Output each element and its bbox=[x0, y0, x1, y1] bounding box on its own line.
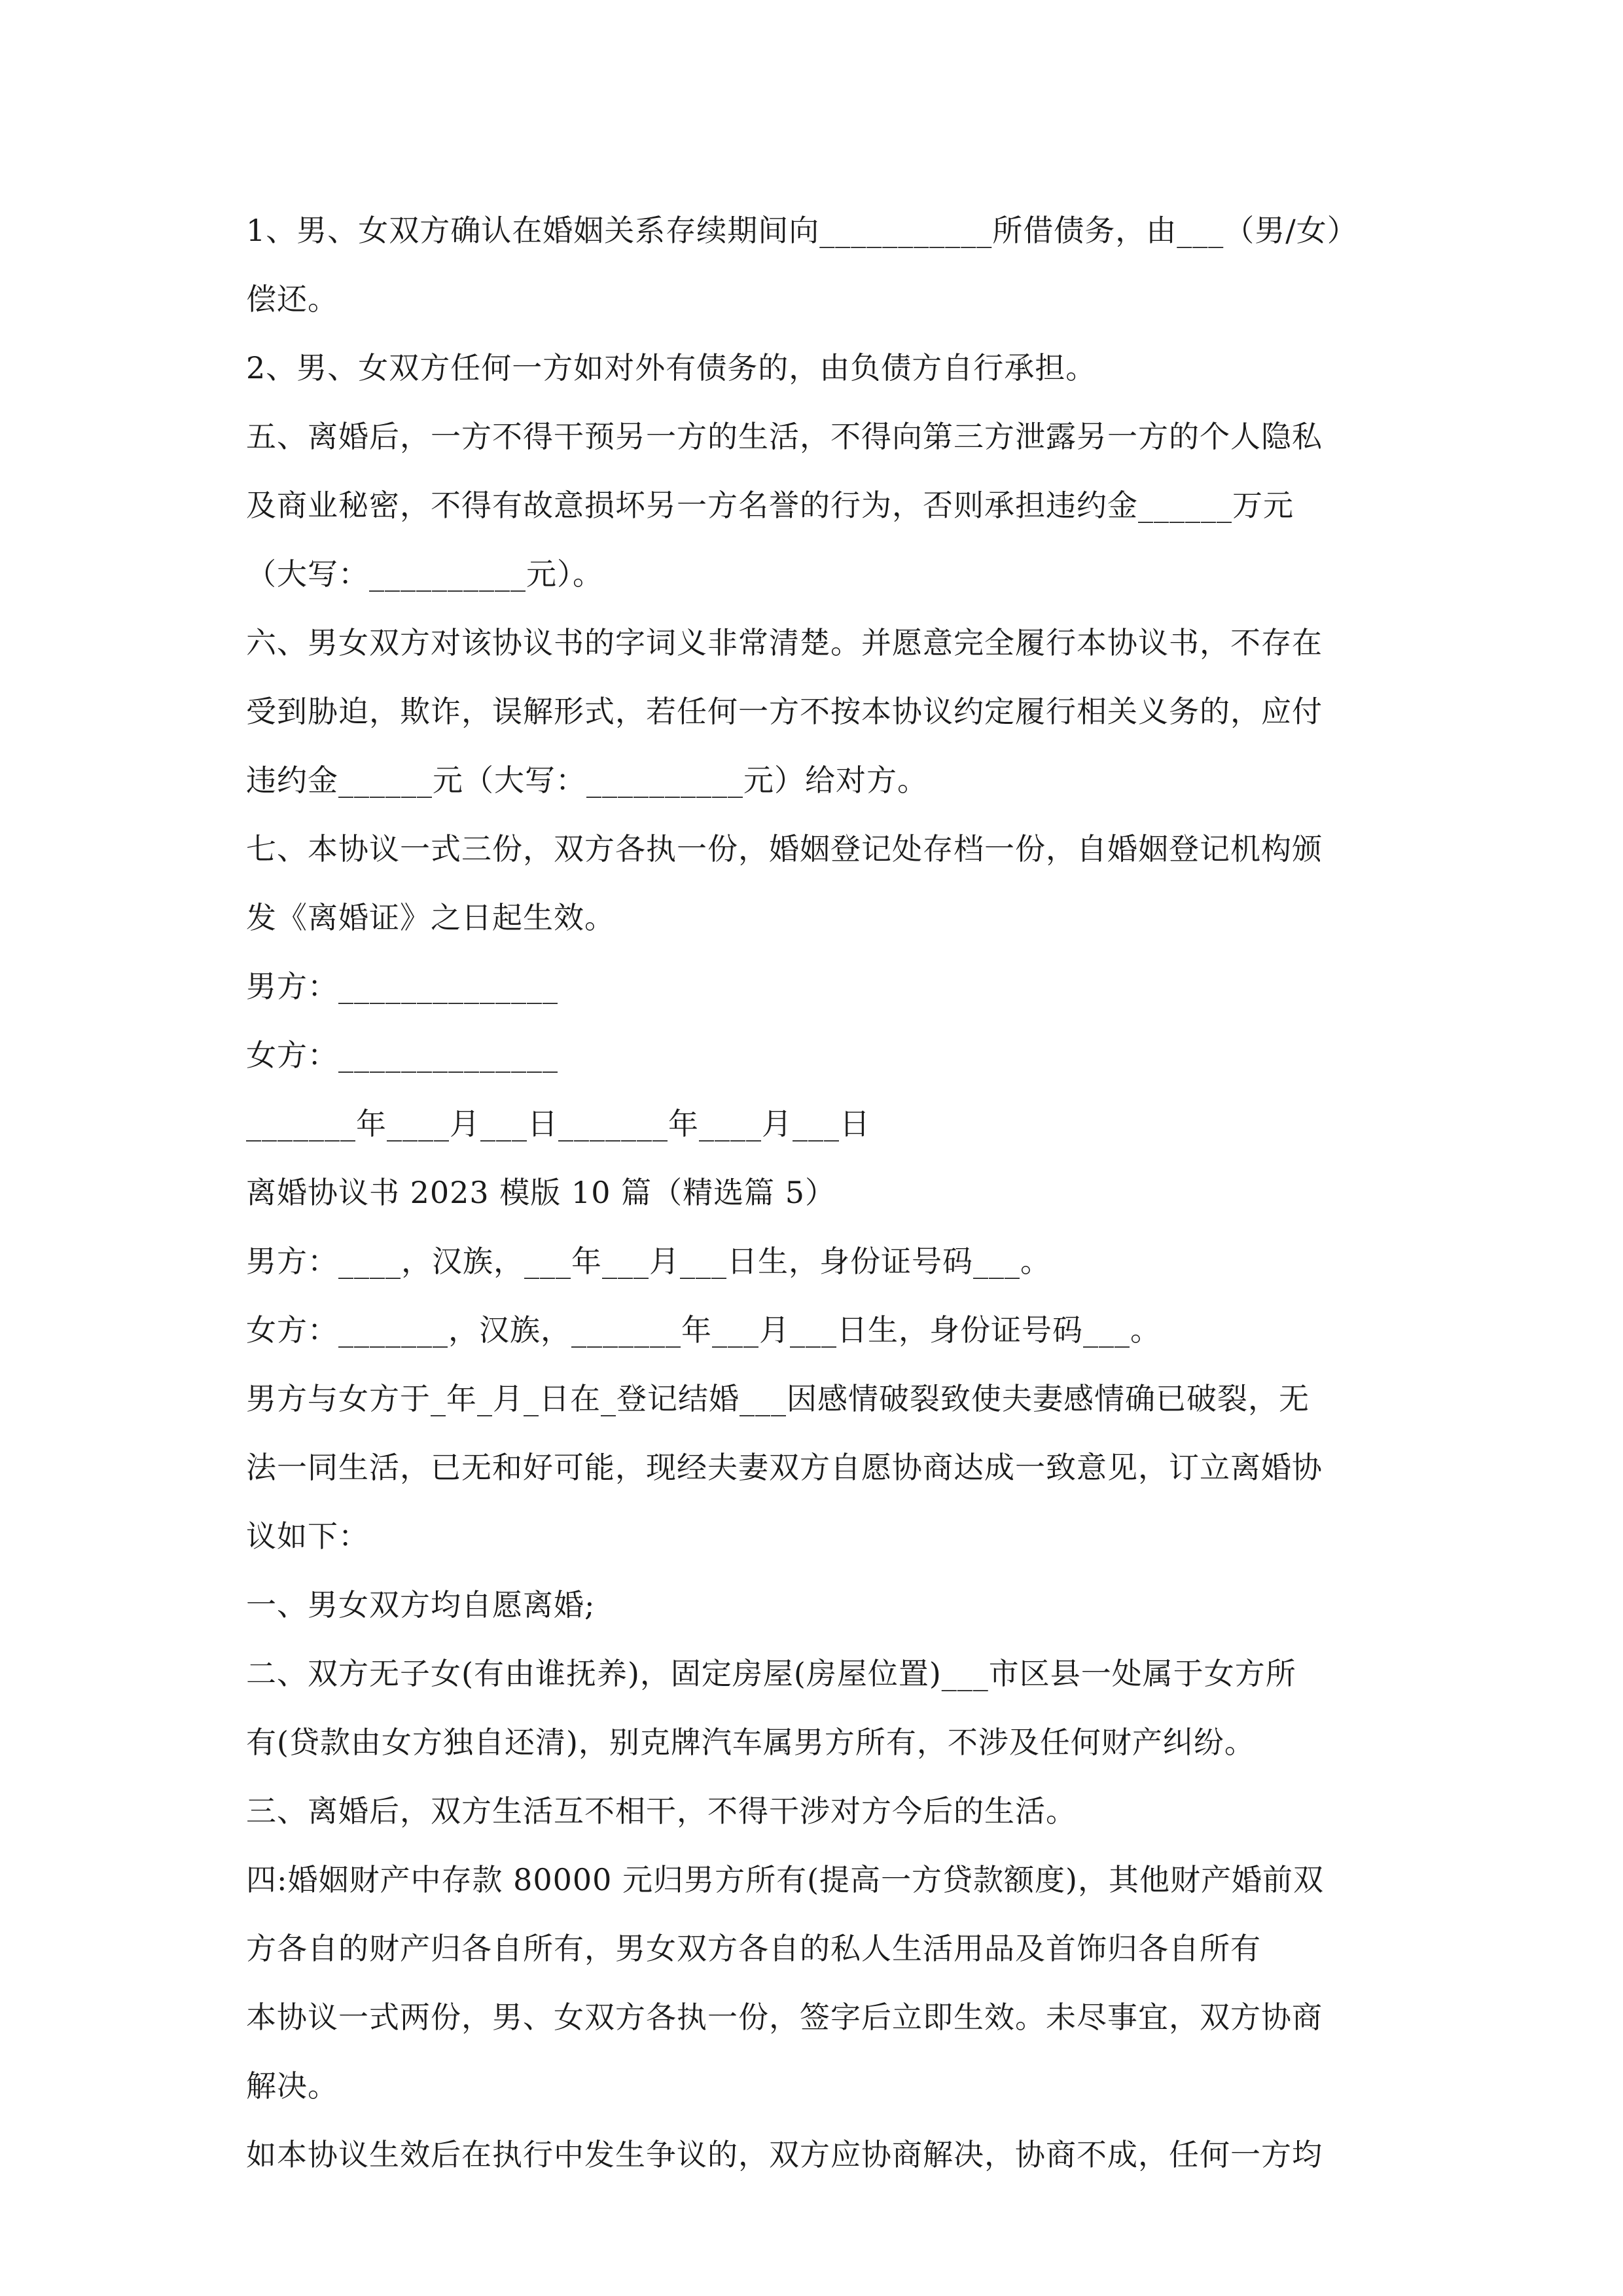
text-line: 男方与女方于_年_月_日在_登记结婚___因感情破裂致使夫妻感情确已破裂，无 bbox=[246, 1381, 1310, 1416]
text-line: 及商业秘密，不得有故意损坏另一方名誉的行为，否则承担违约金______万元 bbox=[246, 488, 1294, 523]
text-line: 解决。 bbox=[246, 2068, 338, 2104]
text-line: 男方：____，汉族，___年___月___日生，身份证号码___。 bbox=[246, 1244, 1051, 1279]
text-line: 受到胁迫，欺诈，误解形式，若任何一方不按本协议约定履行相关义务的，应付 bbox=[246, 694, 1323, 729]
section-title: 离婚协议书 2023 模版 10 篇（精选篇 5） bbox=[246, 1175, 836, 1210]
text-line: 有(贷款由女方独自还清)，别克牌汽车属男方所有，不涉及任何财产纠纷。 bbox=[246, 1725, 1255, 1760]
text-line: 五、离婚后，一方不得干预另一方的生活，不得向第三方泄露另一方的个人隐私 bbox=[246, 419, 1323, 454]
text-line: 六、男女双方对该协议书的字词义非常清楚。并愿意完全履行本协议书，不存在 bbox=[246, 625, 1323, 660]
document-body bbox=[246, 196, 1411, 2189]
text-line: 如本协议生效后在执行中发生争议的，双方应协商解决，协商不成，任何一方均 bbox=[246, 2137, 1323, 2172]
text-line: 方各自的财产归各自所有，男女双方各自的私人生活用品及首饰归各自所有 bbox=[246, 1931, 1261, 1966]
text-line: 2、男、女双方任何一方如对外有债务的，由负债方自行承担。 bbox=[246, 350, 1097, 386]
signature-line-male: 男方：______________ bbox=[246, 969, 558, 1004]
text-line: 四:婚姻财产中存款 80000 元归男方所有(提高一方贷款额度)，其他财产婚前双 bbox=[246, 1862, 1324, 1897]
text-line: 偿还。 bbox=[246, 281, 338, 317]
text-line: 违约金______元（大写：__________元）给对方。 bbox=[246, 762, 928, 798]
text-line: （大写：__________元）。 bbox=[246, 556, 603, 592]
signature-line-female: 女方：______________ bbox=[246, 1037, 558, 1073]
text-line: 议如下： bbox=[246, 1518, 369, 1554]
text-line: 二、双方无子女(有由谁抚养)，固定房屋(房屋位置)___市区县一处属于女方所 bbox=[246, 1656, 1296, 1691]
text-line: 三、离婚后，双方生活互不相干，不得干涉对方今后的生活。 bbox=[246, 1793, 1077, 1829]
text-line: 1、男、女双方确认在婚姻关系存续期间向___________所借债务，由___（男/女） bbox=[246, 213, 1358, 248]
text-line: 发《离婚证》之日起生效。 bbox=[246, 900, 615, 935]
text-line: 法一同生活，已无和好可能，现经夫妻双方自愿协商达成一致意见，订立离婚协 bbox=[246, 1450, 1323, 1485]
text-line: 七、本协议一式三份，双方各执一份，婚姻登记处存档一份，自婚姻登记机构颁 bbox=[246, 831, 1323, 867]
text-line: 一、男女双方均自愿离婚; bbox=[246, 1587, 596, 1623]
text-line: 女方：_______，汉族，_______年___月___日生，身份证号码___。 bbox=[246, 1312, 1161, 1348]
date-line: _______年____月___日_______年____月___日 bbox=[246, 1106, 870, 1141]
text-line: 本协议一式两份，男、女双方各执一份，签字后立即生效。未尽事宜，双方协商 bbox=[246, 2000, 1323, 2035]
